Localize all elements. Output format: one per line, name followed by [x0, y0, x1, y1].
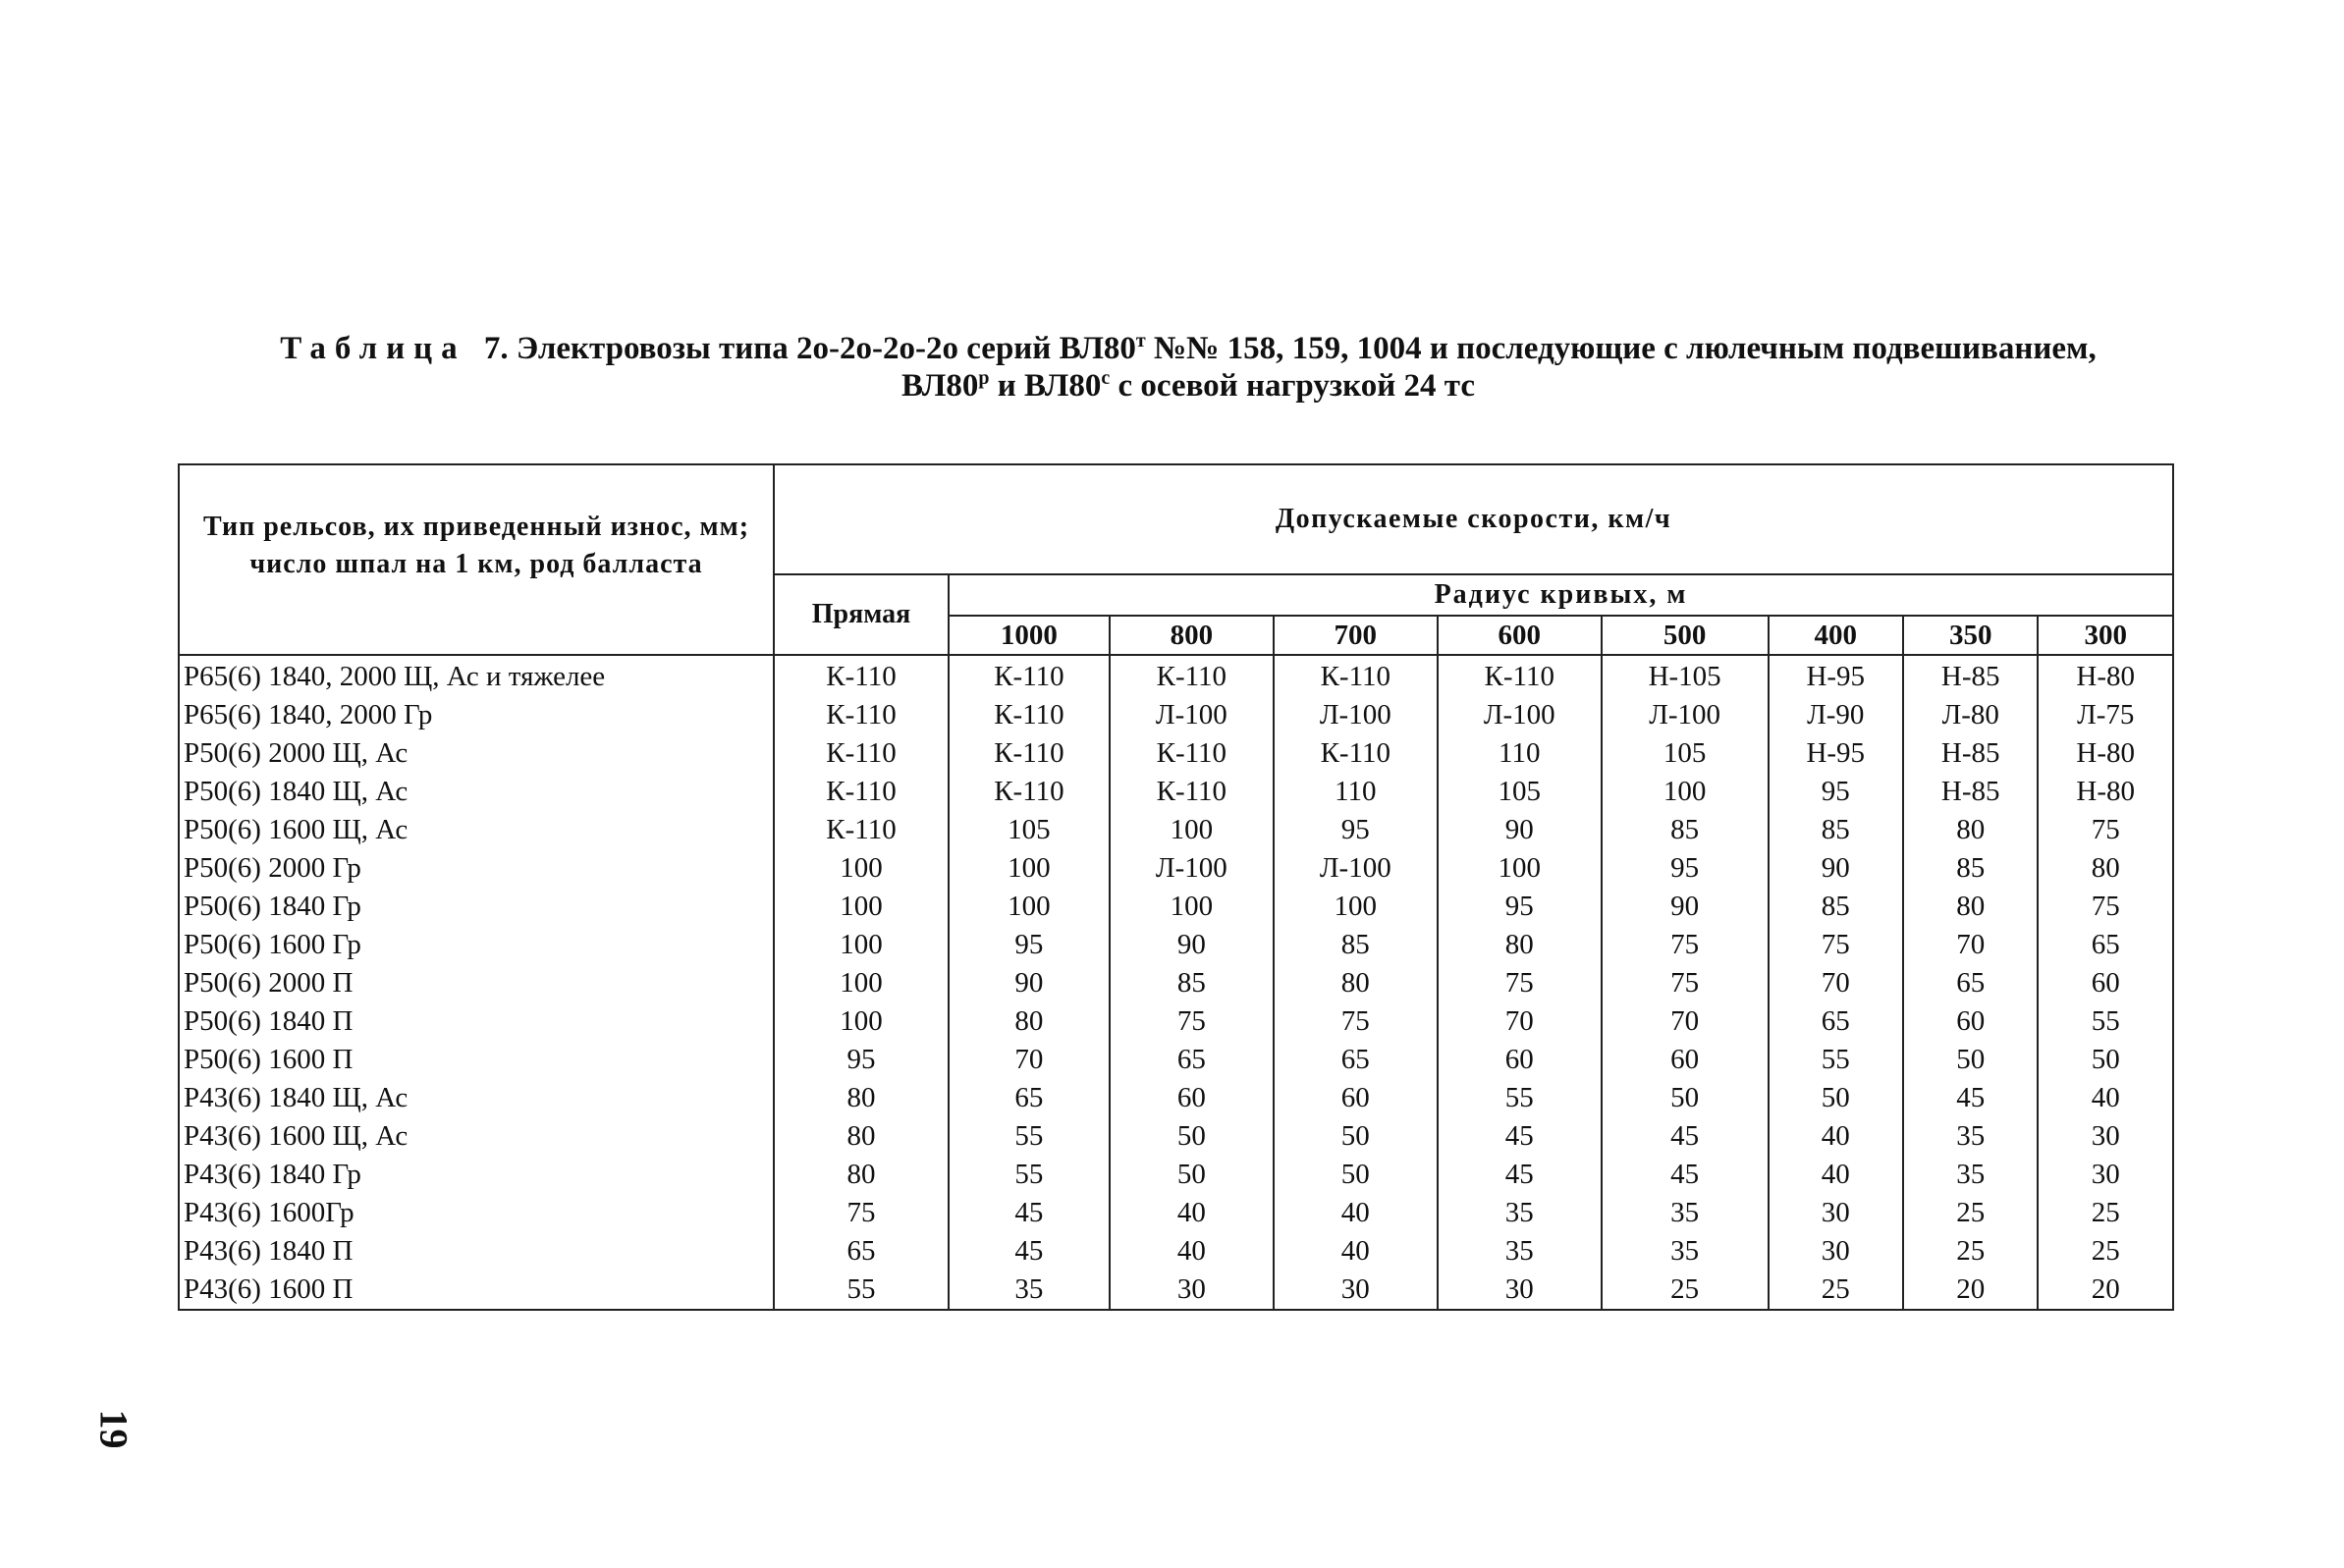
- straight-speed-cell: 100: [774, 888, 949, 926]
- curve-speed-cell: К-110: [949, 655, 1110, 696]
- table-row: [179, 1271, 2173, 1310]
- curve-speed-cell: 90: [1769, 849, 1903, 888]
- curve-speed-cell: 25: [1769, 1271, 1903, 1310]
- curve-speed-cell: 50: [1769, 1079, 1903, 1117]
- straight-speed-cell: 80: [774, 1079, 949, 1117]
- curve-speed-cell: Н-95: [1769, 734, 1903, 773]
- curve-speed-cell: 35: [1602, 1194, 1769, 1232]
- curve-speed-cell: 20: [1903, 1271, 2038, 1310]
- curve-speed-cell: 55: [949, 1156, 1110, 1194]
- curve-speed-cell: 30: [1110, 1271, 1274, 1310]
- table-title-line-2: [157, 367, 2219, 405]
- curve-speed-cell: 30: [2038, 1117, 2173, 1156]
- curve-speed-cell: 40: [1110, 1232, 1274, 1271]
- curve-speed-cell: 80: [1903, 811, 2038, 849]
- curve-speed-cell: 105: [949, 811, 1110, 849]
- curve-speed-cell: 100: [1274, 888, 1438, 926]
- curve-speed-cell: 70: [1769, 964, 1903, 1002]
- table-row: [179, 811, 2173, 849]
- curve-speed-cell: 30: [1274, 1271, 1438, 1310]
- curve-speed-cell: 70: [949, 1041, 1110, 1079]
- curve-speed-cell: 60: [1438, 1041, 1602, 1079]
- rail-type-cell: Р50(6) 1600 Гр: [179, 926, 774, 964]
- table-row: [179, 926, 2173, 964]
- radius-col-header: 500: [1602, 616, 1769, 655]
- curve-speed-cell: 50: [1110, 1117, 1274, 1156]
- curve-speed-cell: Н-80: [2038, 734, 2173, 773]
- curve-speed-cell: 50: [1903, 1041, 2038, 1079]
- rail-type-cell: Р43(6) 1840 П: [179, 1232, 774, 1271]
- curve-speed-cell: 90: [1110, 926, 1274, 964]
- straight-speed-cell: 75: [774, 1194, 949, 1232]
- title-text-d: и ВЛ80: [989, 368, 1102, 404]
- curve-speed-cell: 95: [1769, 773, 1903, 811]
- title-sup-r: р: [978, 367, 990, 389]
- curve-speed-cell: 65: [949, 1079, 1110, 1117]
- curve-speed-cell: Л-100: [1274, 849, 1438, 888]
- rail-type-cell: Р43(6) 1600Гр: [179, 1194, 774, 1232]
- curve-speed-cell: 45: [949, 1232, 1110, 1271]
- rail-type-cell: Р50(6) 2000 П: [179, 964, 774, 1002]
- radius-col-header: 1000: [949, 616, 1110, 655]
- curve-speed-cell: 50: [1602, 1079, 1769, 1117]
- straight-speed-cell: 100: [774, 1002, 949, 1041]
- curve-speed-cell: 35: [1438, 1232, 1602, 1271]
- radius-col-header: 600: [1438, 616, 1602, 655]
- curve-speed-cell: 75: [1110, 1002, 1274, 1041]
- curve-speed-cell: Л-100: [1110, 849, 1274, 888]
- straight-speed-cell: 95: [774, 1041, 949, 1079]
- curve-speed-cell: 105: [1602, 734, 1769, 773]
- curve-speed-cell: 100: [1110, 888, 1274, 926]
- straight-speed-cell: 55: [774, 1271, 949, 1310]
- curve-speed-cell: Л-80: [1903, 696, 2038, 734]
- curve-speed-cell: 55: [949, 1117, 1110, 1156]
- radius-col-header: 700: [1274, 616, 1438, 655]
- curve-speed-cell: 40: [1274, 1232, 1438, 1271]
- curve-speed-cell: К-110: [1110, 734, 1274, 773]
- straight-speed-cell: 100: [774, 849, 949, 888]
- straight-speed-cell: 65: [774, 1232, 949, 1271]
- curve-speed-cell: 60: [1903, 1002, 2038, 1041]
- title-text-e: с осевой нагрузкой 24 тс: [1110, 368, 1475, 404]
- table-label: Таблица: [280, 331, 466, 366]
- rail-type-cell: Р50(6) 2000 Гр: [179, 849, 774, 888]
- curve-speed-cell: 90: [949, 964, 1110, 1002]
- curve-speed-cell: 25: [1903, 1232, 2038, 1271]
- curve-speed-cell: 60: [1602, 1041, 1769, 1079]
- curve-speed-cell: 30: [1769, 1232, 1903, 1271]
- curve-speed-cell: 95: [1438, 888, 1602, 926]
- straight-speed-cell: 80: [774, 1117, 949, 1156]
- table-row: [179, 773, 2173, 811]
- curve-speed-cell: 55: [1438, 1079, 1602, 1117]
- allowed-speeds-header: Допускаемые скорости, км/ч: [774, 464, 2173, 574]
- curve-speed-cell: 45: [949, 1194, 1110, 1232]
- curve-speed-cell: Л-75: [2038, 696, 2173, 734]
- curve-speed-cell: Н-95: [1769, 655, 1903, 696]
- curve-speed-cell: 35: [1903, 1117, 2038, 1156]
- radius-col-header: 800: [1110, 616, 1274, 655]
- curve-speed-cell: 30: [1769, 1194, 1903, 1232]
- curve-speed-cell: 65: [1274, 1041, 1438, 1079]
- curve-speed-cell: 45: [1903, 1079, 2038, 1117]
- curve-speed-cell: 50: [2038, 1041, 2173, 1079]
- curve-speed-cell: 90: [1602, 888, 1769, 926]
- title-sup-s: с: [1101, 367, 1111, 389]
- curve-speed-cell: Н-85: [1903, 734, 2038, 773]
- rail-type-cell: Р43(6) 1840 Щ, Ас: [179, 1079, 774, 1117]
- curve-speed-cell: 80: [1438, 926, 1602, 964]
- table-body: [179, 655, 2173, 1310]
- curve-speed-cell: 70: [1602, 1002, 1769, 1041]
- rail-type-cell: Р50(6) 1840 Щ, Ас: [179, 773, 774, 811]
- curve-speed-cell: К-110: [1110, 773, 1274, 811]
- curve-speed-cell: К-110: [949, 773, 1110, 811]
- curve-speed-cell: 105: [1438, 773, 1602, 811]
- curve-speed-cell: Н-85: [1903, 655, 2038, 696]
- rail-type-cell: Р50(6) 1840 П: [179, 1002, 774, 1041]
- curve-speed-cell: 25: [2038, 1194, 2173, 1232]
- rail-type-cell: Р50(6) 1600 П: [179, 1041, 774, 1079]
- table-row: [179, 849, 2173, 888]
- curve-speed-cell: К-110: [1110, 655, 1274, 696]
- curve-speed-cell: 80: [2038, 849, 2173, 888]
- curve-speed-cell: 75: [1438, 964, 1602, 1002]
- straight-header: Прямая: [774, 574, 949, 655]
- curve-speed-cell: 85: [1602, 811, 1769, 849]
- curve-speed-cell: Л-100: [1438, 696, 1602, 734]
- table-row: [179, 1232, 2173, 1271]
- curve-speed-cell: К-110: [949, 696, 1110, 734]
- radius-col-header: 350: [1903, 616, 2038, 655]
- curve-speed-cell: 60: [1274, 1079, 1438, 1117]
- curve-speed-cell: 40: [2038, 1079, 2173, 1117]
- rail-type-header: Тип рельсов, их приведенный износ, мм; число шпал на 1 км, род балласта: [179, 464, 774, 655]
- curve-speed-cell: 65: [1110, 1041, 1274, 1079]
- table-title-line-1: [157, 330, 2219, 367]
- curve-speed-cell: 40: [1274, 1194, 1438, 1232]
- table-number: 7.: [483, 331, 509, 366]
- table-row: [179, 1117, 2173, 1156]
- curve-radius-header: Радиус кривых, м: [949, 574, 2173, 616]
- curve-speed-cell: 95: [1274, 811, 1438, 849]
- curve-speed-cell: 65: [2038, 926, 2173, 964]
- table-title: [157, 330, 2219, 405]
- curve-speed-cell: 90: [1438, 811, 1602, 849]
- curve-speed-cell: 75: [1769, 926, 1903, 964]
- curve-speed-cell: 85: [1769, 888, 1903, 926]
- straight-speed-cell: 100: [774, 926, 949, 964]
- table-row: [179, 734, 2173, 773]
- curve-speed-cell: 100: [1602, 773, 1769, 811]
- curve-speed-cell: 30: [1438, 1271, 1602, 1310]
- curve-speed-cell: 40: [1110, 1194, 1274, 1232]
- curve-speed-cell: 75: [2038, 811, 2173, 849]
- curve-speed-cell: Л-100: [1110, 696, 1274, 734]
- rail-type-cell: Р50(6) 1600 Щ, Ас: [179, 811, 774, 849]
- curve-speed-cell: 30: [2038, 1156, 2173, 1194]
- straight-speed-cell: 100: [774, 964, 949, 1002]
- curve-speed-cell: 75: [1274, 1002, 1438, 1041]
- curve-speed-cell: 45: [1438, 1156, 1602, 1194]
- curve-speed-cell: 35: [1438, 1194, 1602, 1232]
- curve-speed-cell: 45: [1438, 1117, 1602, 1156]
- curve-speed-cell: 85: [1110, 964, 1274, 1002]
- curve-speed-cell: 75: [2038, 888, 2173, 926]
- curve-speed-cell: 25: [2038, 1232, 2173, 1271]
- curve-speed-cell: Л-100: [1274, 696, 1438, 734]
- rail-type-cell: Р43(6) 1600 П: [179, 1271, 774, 1310]
- curve-speed-cell: К-110: [1274, 655, 1438, 696]
- rail-type-cell: Р43(6) 1840 Гр: [179, 1156, 774, 1194]
- curve-speed-cell: 75: [1602, 964, 1769, 1002]
- straight-speed-cell: К-110: [774, 696, 949, 734]
- table-row: [179, 964, 2173, 1002]
- straight-speed-cell: К-110: [774, 773, 949, 811]
- curve-speed-cell: 55: [1769, 1041, 1903, 1079]
- curve-speed-cell: 100: [949, 888, 1110, 926]
- curve-speed-cell: 65: [1769, 1002, 1903, 1041]
- table-row: [179, 1041, 2173, 1079]
- curve-speed-cell: 50: [1274, 1156, 1438, 1194]
- curve-speed-cell: 85: [1903, 849, 2038, 888]
- straight-speed-cell: К-110: [774, 655, 949, 696]
- curve-speed-cell: 60: [2038, 964, 2173, 1002]
- curve-speed-cell: 80: [1903, 888, 2038, 926]
- curve-speed-cell: 20: [2038, 1271, 2173, 1310]
- curve-speed-cell: К-110: [949, 734, 1110, 773]
- straight-speed-cell: К-110: [774, 734, 949, 773]
- radius-col-header: 400: [1769, 616, 1903, 655]
- curve-speed-cell: 50: [1110, 1156, 1274, 1194]
- curve-speed-cell: 80: [1274, 964, 1438, 1002]
- curve-speed-cell: 40: [1769, 1117, 1903, 1156]
- curve-speed-cell: 55: [2038, 1002, 2173, 1041]
- table-row: [179, 696, 2173, 734]
- curve-speed-cell: 85: [1769, 811, 1903, 849]
- curve-speed-cell: 35: [949, 1271, 1110, 1310]
- rail-type-cell: Р65(6) 1840, 2000 Гр: [179, 696, 774, 734]
- curve-speed-cell: 75: [1602, 926, 1769, 964]
- straight-speed-cell: 80: [774, 1156, 949, 1194]
- curve-speed-cell: 85: [1274, 926, 1438, 964]
- curve-speed-cell: 80: [949, 1002, 1110, 1041]
- table-row: [179, 1002, 2173, 1041]
- curve-speed-cell: 60: [1110, 1079, 1274, 1117]
- table-row: [179, 1079, 2173, 1117]
- curve-speed-cell: К-110: [1438, 655, 1602, 696]
- curve-speed-cell: 35: [1602, 1232, 1769, 1271]
- curve-speed-cell: 100: [1110, 811, 1274, 849]
- rail-type-cell: Р50(6) 2000 Щ, Ас: [179, 734, 774, 773]
- title-text-a: Электровозы типа 2о-2о-2о-2о серий ВЛ80: [516, 331, 1136, 366]
- curve-speed-cell: 110: [1438, 734, 1602, 773]
- table-row: [179, 1156, 2173, 1194]
- curve-speed-cell: 70: [1438, 1002, 1602, 1041]
- curve-speed-cell: 45: [1602, 1156, 1769, 1194]
- title-text-c: ВЛ80: [901, 368, 979, 404]
- curve-speed-cell: 70: [1903, 926, 2038, 964]
- curve-speed-cell: Л-90: [1769, 696, 1903, 734]
- curve-speed-cell: 40: [1769, 1156, 1903, 1194]
- table-row: [179, 1194, 2173, 1232]
- rail-type-cell: Р43(6) 1600 Щ, Ас: [179, 1117, 774, 1156]
- curve-speed-cell: Н-80: [2038, 655, 2173, 696]
- curve-speed-cell: 110: [1274, 773, 1438, 811]
- curve-speed-cell: Н-85: [1903, 773, 2038, 811]
- rail-type-cell: Р50(6) 1840 Гр: [179, 888, 774, 926]
- curve-speed-cell: 35: [1903, 1156, 2038, 1194]
- curve-speed-cell: 95: [1602, 849, 1769, 888]
- curve-speed-cell: 45: [1602, 1117, 1769, 1156]
- rail-type-cell: Р65(6) 1840, 2000 Щ, Ас и тяжелее: [179, 655, 774, 696]
- curve-speed-cell: Н-105: [1602, 655, 1769, 696]
- curve-speed-cell: 100: [1438, 849, 1602, 888]
- curve-speed-cell: Л-100: [1602, 696, 1769, 734]
- title-sup-t: т: [1135, 330, 1146, 351]
- curve-speed-cell: 95: [949, 926, 1110, 964]
- curve-speed-cell: 25: [1602, 1271, 1769, 1310]
- curve-speed-cell: Н-80: [2038, 773, 2173, 811]
- page-number: 19: [91, 1409, 136, 1449]
- curve-speed-cell: 25: [1903, 1194, 2038, 1232]
- curve-speed-cell: К-110: [1274, 734, 1438, 773]
- table-row: [179, 655, 2173, 696]
- curve-speed-cell: 65: [1903, 964, 2038, 1002]
- curve-speed-cell: 100: [949, 849, 1110, 888]
- curve-speed-cell: 50: [1274, 1117, 1438, 1156]
- straight-speed-cell: К-110: [774, 811, 949, 849]
- table-row: [179, 888, 2173, 926]
- speed-table: [178, 463, 2174, 1311]
- title-text-b: №№ 158, 159, 1004 и последующие с люлечным подвешиванием,: [1145, 331, 2097, 366]
- radius-col-header: 300: [2038, 616, 2173, 655]
